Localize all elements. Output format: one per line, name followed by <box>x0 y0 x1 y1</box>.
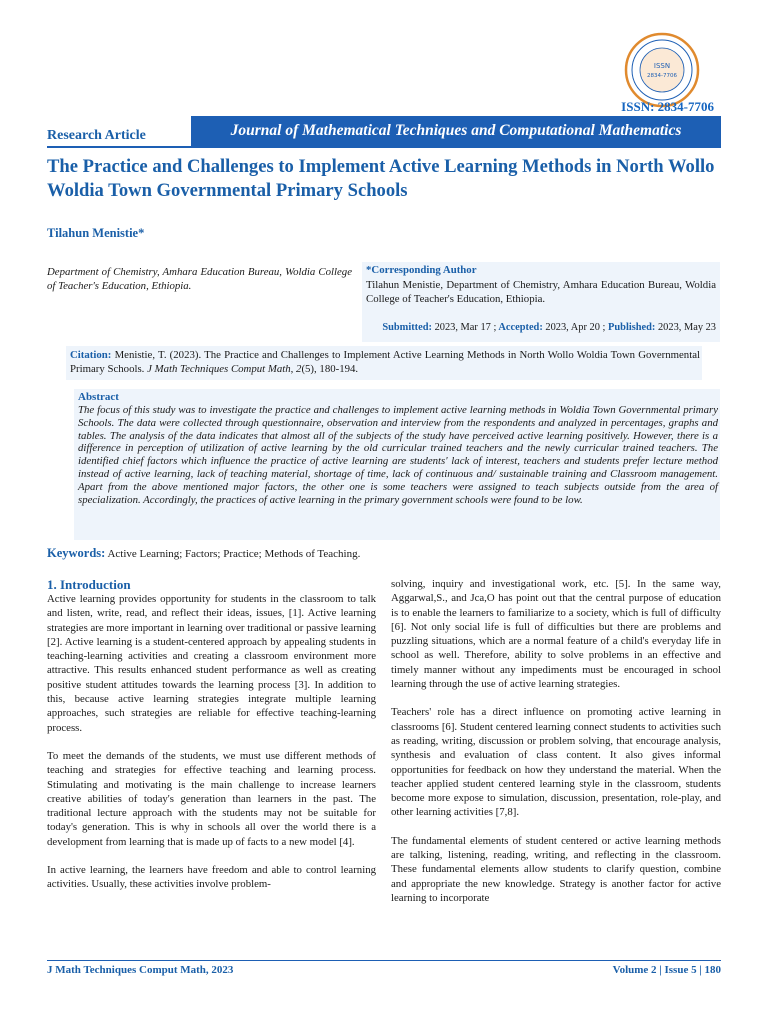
footer-journal: J Math Techniques Comput Math, 2023 <box>47 964 234 976</box>
section-heading-introduction: 1. Introduction <box>47 577 131 592</box>
corresponding-author-label: *Corresponding Author <box>366 264 477 276</box>
corresponding-author-text: Tilahun Menistie, Department of Chemistry, Amhara Education Bureau, Woldia College of Teacher's Education, Ethiopia. <box>366 279 716 305</box>
journal-seal-logo <box>624 32 700 108</box>
body-column-right <box>391 577 721 919</box>
accepted-label: Accepted: <box>496 322 543 333</box>
footer-rule <box>47 960 721 961</box>
submitted-date: 2023, Mar 17 ; <box>431 322 497 333</box>
citation-rest: (5), 180-194. <box>301 363 359 375</box>
keywords-label: Keywords: <box>47 546 106 560</box>
footer-volume-page: Volume 2 | Issue 5 | 180 <box>612 964 721 976</box>
author-affiliation: Department of Chemistry, Amhara Education Bureau, Woldia College of Teacher's Education, Ethiopia. <box>47 266 352 292</box>
svg-text:ISSN: ISSN <box>653 62 671 70</box>
body-paragraph: In active learning, the learners have freedom and able to control learning activities. Usually, these activities involve problem- <box>47 864 376 891</box>
keywords <box>47 546 360 561</box>
body-paragraph: Active learning provides opportunity for students in the classroom to talk and listen, write, read, and reflect their ideas, issues, [1]. Active learning strategies are more important in learning over traditional or passive learning [2]. Active learning is a student-centered approach by appealing students in teaching-learning activities and creating a classroom environment more attractive. This results enhanced student performance as well as creating positive student attitudes towards the learning process [3]. In addition to this, because active learning strategies integrate multiple learning approaches, such strategies are reliable for effective teaching-learning process. <box>47 593 376 734</box>
paper-title: The Practice and Challenges to Implement Active Learning Methods in North Wollo Woldia Town Governmental Primary Schools <box>47 156 715 201</box>
author-name: Tilahun Menistie* <box>47 226 145 240</box>
journal-title-bar <box>191 116 721 146</box>
body-paragraph: Teachers' role has a direct influence on promoting active learning in classrooms [6]. Student centered learning connect students to activities such as reading, writing, discussion or problem solving, that encourage analysis, synthesis and evaluation of class content. It also gives informal opportunities for feedback on how they understand the material. When the teacher applied student centered learning style in the classroom, students become more expose to simulation, discussion, presentation, role-play, and other learning activities [7,8]. <box>391 706 721 819</box>
body-column-left <box>47 577 376 906</box>
abstract-label: Abstract <box>78 391 119 403</box>
body-paragraph: solving, inquiry and investigational work, etc. [5]. In the same way, Aggarwal,S., and Jca,O has point out that the central purpose of education is to enable the learners to familiarize to a society, which is full of difficulty [6]. Not only social life is full of difficulties but there are problems and puzzling situations, which are a normal feature of a child's everyday life in school as well. Therefore, ability to solve problems in an effective and timely manner without any impediments must be encouraged in school learning through the use of active learning strategies. <box>391 578 721 691</box>
published-date: 2023, May 23 <box>655 322 716 333</box>
abstract-text: The focus of this study was to investigate the practice and challenges to implement active learning methods in Woldia Town Governmental primary Schools. The data were collected through questionnaire, observation and interview from the respondents and analyzed in percentages, graphs and tables. The analysis of the data indicates that almost all of the subjects of the study have perceived active learning positively. However, there is a difference in perception of utilization of active learning by the old curricular trained teachers and the newly curricular trained teachers. The identified chief factors which influence the practice of active learning are students' lack of interest, teachers and students prefer lecture method instead of active learning, lack of teaching material, shortage of time, lack of continuous and/ sustainable training and Classroom management. Apart from the above mentioned major factors, the other one is some teachers were assigned to teach subjects outside from the area of specialization. Accordingly, the practices of active learning in the primary government schools were found to be low. <box>78 404 718 506</box>
journal-name: Journal of Mathematical Techniques and Computational Mathematics <box>230 122 682 139</box>
published-label: Published: <box>605 322 656 333</box>
citation-text: Menistie, T. (2023). The Practice and Challenges to Implement Active Learning Methods in North Wollo Woldia Town Governmental Primary Schools. <box>70 349 700 375</box>
citation <box>70 348 700 376</box>
issn-label: ISSN: 2834-7706 <box>621 99 714 114</box>
submitted-label: Submitted: <box>382 322 432 333</box>
publication-dates <box>366 322 716 333</box>
body-paragraph: The fundamental elements of student centered or active learning methods are talking, listening, reading, writing, and reflecting in the classroom. These fundamental elements allow students to clarify question, combine and appropriate the new knowledge. Strategy is another factor for active learning to incorporate <box>391 834 721 904</box>
citation-journal: J Math Techniques Comput Math, 2 <box>147 363 302 375</box>
article-type: Research Article <box>47 128 146 143</box>
keywords-text: Active Learning; Factors; Practice; Methods of Teaching. <box>105 548 361 560</box>
body-paragraph: To meet the demands of the students, we must use different methods of teaching and strategies for effective teaching and learning process. Stimulating and motivating is the main challenge to increase learners creative abilities of today's generation than learners in the past. The traditional lecture approach with the students may not be suitable for today's generation. This is why in schools all over the world there is a development from learning that is made up of facts to a new model [4]. <box>47 749 376 848</box>
accepted-date: 2023, Apr 20 ; <box>542 322 606 333</box>
header-rule <box>47 146 721 148</box>
citation-label: Citation: <box>70 349 115 361</box>
svg-text:2834-7706: 2834-7706 <box>647 73 677 79</box>
